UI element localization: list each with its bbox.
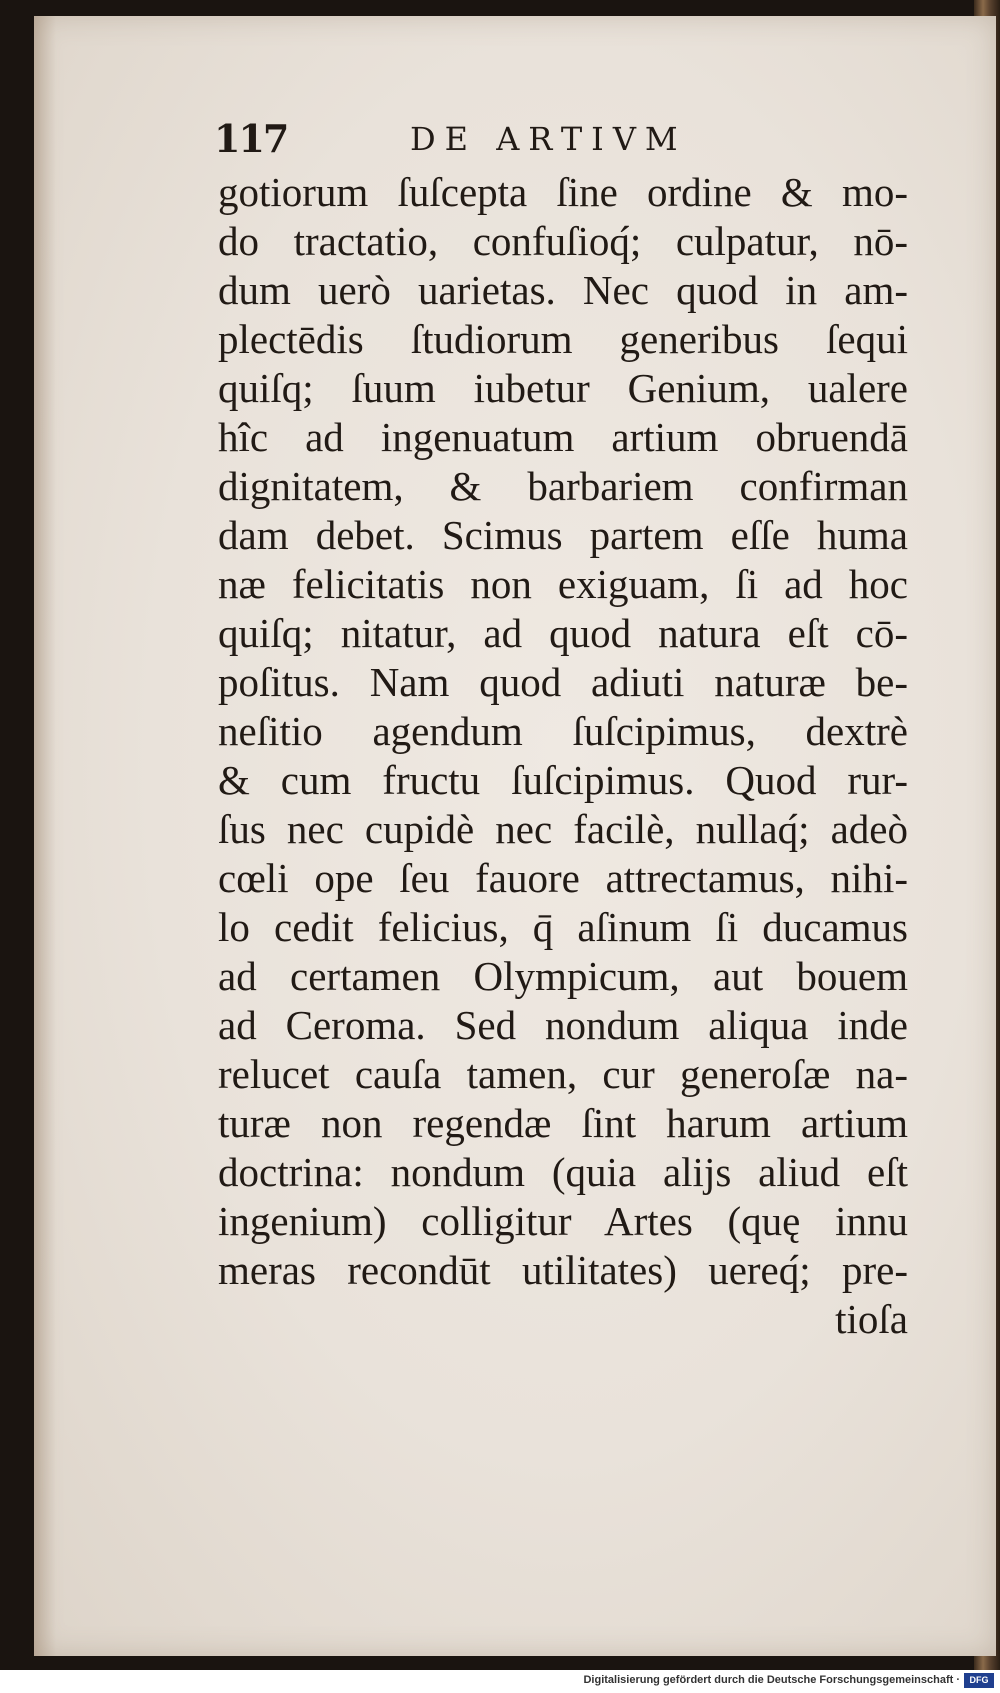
- text-line: næ felicitatis non exiguam, ſi ad hoc: [218, 561, 908, 607]
- text-line: ad certamen Olympicum, aut bouem: [218, 953, 908, 999]
- text-line: poſitus. Nam quod adiuti naturæ be-: [218, 659, 908, 705]
- running-head: [214, 116, 894, 164]
- text-line: lo cedit felicius, q̄ aſinum ſi ducamus: [218, 904, 908, 950]
- text-line: ad Ceroma. Sed nondum aliqua inde: [218, 1002, 908, 1048]
- text-line: cœli ope ſeu fauore attrectamus, nihi-: [218, 855, 908, 901]
- text-line: tioſa: [835, 1296, 908, 1342]
- footer: [0, 1670, 1000, 1693]
- text-line: hîc ad ingenuatum artium obruendā: [218, 414, 908, 460]
- text-line: neſitio agendum ſuſcipimus, dextrè: [218, 708, 908, 754]
- running-title: DE ARTIVM: [410, 120, 687, 158]
- text-line: relucet cauſa tamen, cur generoſæ na-: [218, 1051, 908, 1097]
- text-line: doctrina: nondum (quia alijs aliud eſt: [218, 1149, 908, 1195]
- text-line: turæ non regendæ ſint harum artium: [218, 1100, 908, 1146]
- text-line: plectēdis ſtudiorum generibus ſequi: [218, 316, 908, 362]
- text-line: meras recondūt utilitates) uereq́; pre-: [218, 1247, 908, 1293]
- dfg-logo: DFG: [964, 1673, 994, 1688]
- text-line: gotiorum ſuſcepta ſine ordine & mo-: [218, 169, 908, 215]
- funding-credit: Digitalisierung gefördert durch die Deutsche Forschungsgemeinschaft ·: [583, 1674, 960, 1686]
- text-line: ingenium) colligitur Artes (quę innu: [218, 1198, 908, 1244]
- book-page: [34, 16, 996, 1656]
- text-line: quiſq; nitatur, ad quod natura eſt cō-: [218, 610, 908, 656]
- text-line: quiſq; ſuum iubetur Genium, ualere: [218, 365, 908, 411]
- text-line: dam debet. Scimus partem eſſe huma: [218, 512, 908, 558]
- text-block: [218, 168, 908, 1344]
- text-line: & cum fructu ſuſcipimus. Quod rur-: [218, 757, 908, 803]
- text-line: do tractatio, confuſioq́; culpatur, nō-: [218, 218, 908, 264]
- text-line: dignitatem, & barbariem confirman: [218, 463, 908, 509]
- text-line: ſus nec cupidè nec facilè, nullaq́; adeò: [218, 806, 908, 852]
- text-line: dum uerò uarietas. Nec quod in am-: [218, 267, 908, 313]
- page-number: 117: [214, 116, 288, 161]
